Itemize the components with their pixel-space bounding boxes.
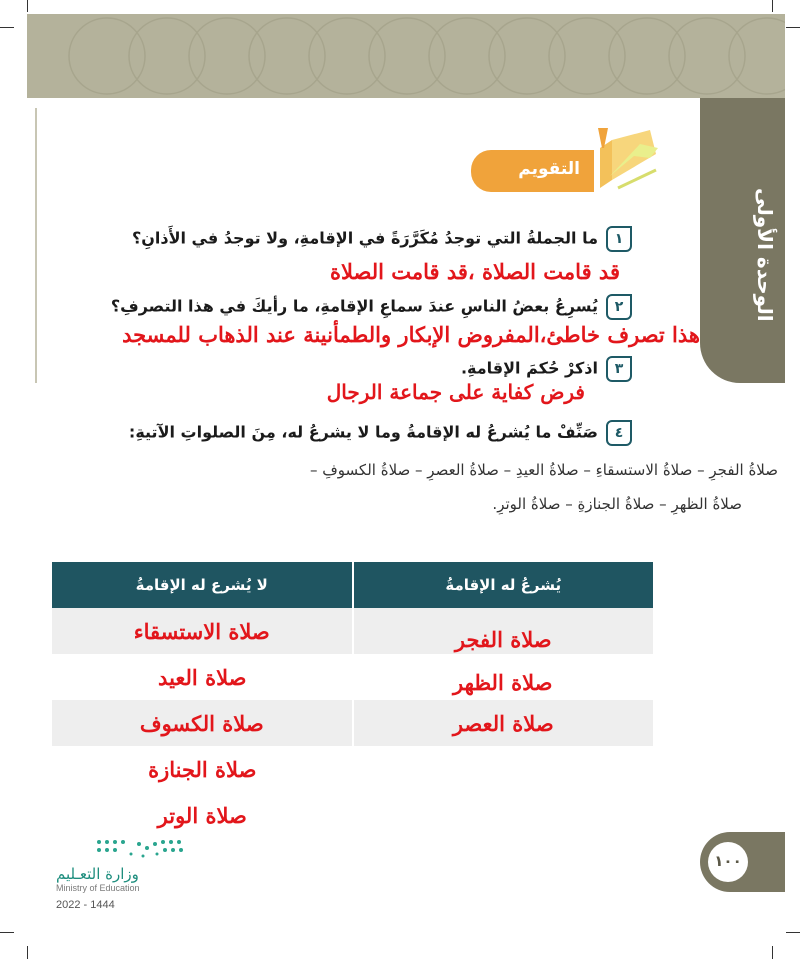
crop-mark <box>27 0 28 12</box>
unit-title: الوحدة الأولى <box>753 188 777 322</box>
answer-1: قد قامت الصلاة ،قد قامت الصلاة <box>329 259 620 284</box>
cell-answer: صلاة الوتر <box>157 802 247 828</box>
page-number: ١٠٠ <box>714 852 742 870</box>
cell-answer: صلاة العصر <box>452 710 554 736</box>
cell-answer: صلاة الجنازة <box>148 756 257 782</box>
table-cell <box>52 654 353 700</box>
table-cell <box>353 746 654 792</box>
question-1 <box>132 226 632 252</box>
question-number: ٣ <box>606 356 632 382</box>
margin-rule <box>35 108 37 383</box>
table-cell <box>353 608 654 654</box>
prayers-list <box>58 453 778 521</box>
crop-mark <box>786 932 800 933</box>
table-cell <box>353 700 654 746</box>
table-row <box>52 608 653 654</box>
table-cell <box>52 792 353 838</box>
table-row <box>52 746 653 792</box>
crop-mark <box>0 932 14 933</box>
prayers-line-1: صلاةُ الفجرِ – صلاةُ الاستسقاءِ – صلاةُ العيدِ – صلاةُ العصرِ – صلاةُ الكسوفِ – <box>309 461 778 479</box>
answer-2: هذا تصرف خاطئ،المفروض الإبكار والطمأنينة عند الذهاب للمسجد <box>122 322 700 347</box>
question-number: ١ <box>606 226 632 252</box>
crop-mark <box>772 0 773 12</box>
table-cell <box>52 746 353 792</box>
prayers-line-2: صلاةُ الظهرِ – صلاةُ الجنازةِ – صلاةُ الوترِ. <box>492 495 742 513</box>
cell-answer: صلاة الاستسقاء <box>133 618 270 644</box>
question-text: ما الجملةُ التي توجدُ مُكَرَّرَةً في الإقامةِ، ولا توجدُ في الأَذانِ؟ <box>131 228 598 248</box>
column-header-prescribed: يُشرعُ له الإقامةُ <box>353 562 654 608</box>
section-badge-label: التقويم <box>518 159 580 179</box>
cell-answer: صلاة الفجر <box>454 626 552 652</box>
answer-3: فرض كفاية على جماعة الرجال <box>326 380 585 404</box>
crop-mark <box>772 946 773 959</box>
table-cell <box>52 700 353 746</box>
question-number: ٤ <box>606 420 632 446</box>
cell-answer: صلاة العيد <box>158 664 247 690</box>
ministry-name-ar: وزارة التعـليم <box>56 865 139 883</box>
table-cell <box>52 608 353 654</box>
column-header-not-prescribed: لا يُشرع له الإقامةُ <box>52 562 353 608</box>
table-row <box>52 654 653 700</box>
table-cell <box>353 792 654 838</box>
question-text: صَنِّفْ ما يُشرعُ له الإقامةُ وما لا يشرعُ له، مِنَ الصلواتِ الآتيةِ: <box>128 422 598 442</box>
classification-table <box>52 562 653 838</box>
crop-mark <box>27 946 28 959</box>
pen-book-icon <box>590 118 662 196</box>
table-row <box>52 792 653 838</box>
table-row <box>52 700 653 746</box>
header-band <box>27 14 785 98</box>
table-cell <box>353 654 654 700</box>
section-badge <box>471 150 594 192</box>
question-3 <box>461 356 632 382</box>
question-2 <box>111 294 632 320</box>
edition-year: 2022 - 1444 <box>56 899 115 911</box>
cell-answer: صلاة الظهر <box>453 669 553 695</box>
crop-mark <box>0 27 14 28</box>
crop-mark <box>786 27 800 28</box>
question-number: ٢ <box>606 294 632 320</box>
ministry-logo-icon <box>95 838 187 860</box>
question-4 <box>129 420 632 446</box>
ministry-name-en: Ministry of Education <box>56 883 140 893</box>
question-text: اذكرْ حُكمَ الإقامةِ. <box>460 358 598 378</box>
unit-side-tab <box>700 98 785 383</box>
cell-answer: صلاة الكسوف <box>139 710 264 736</box>
question-text: يُسرِعُ بعضُ الناسِ عندَ سماعِ الإقامةِ، ما رأيكَ في هذا التصرفِ؟ <box>110 296 598 316</box>
